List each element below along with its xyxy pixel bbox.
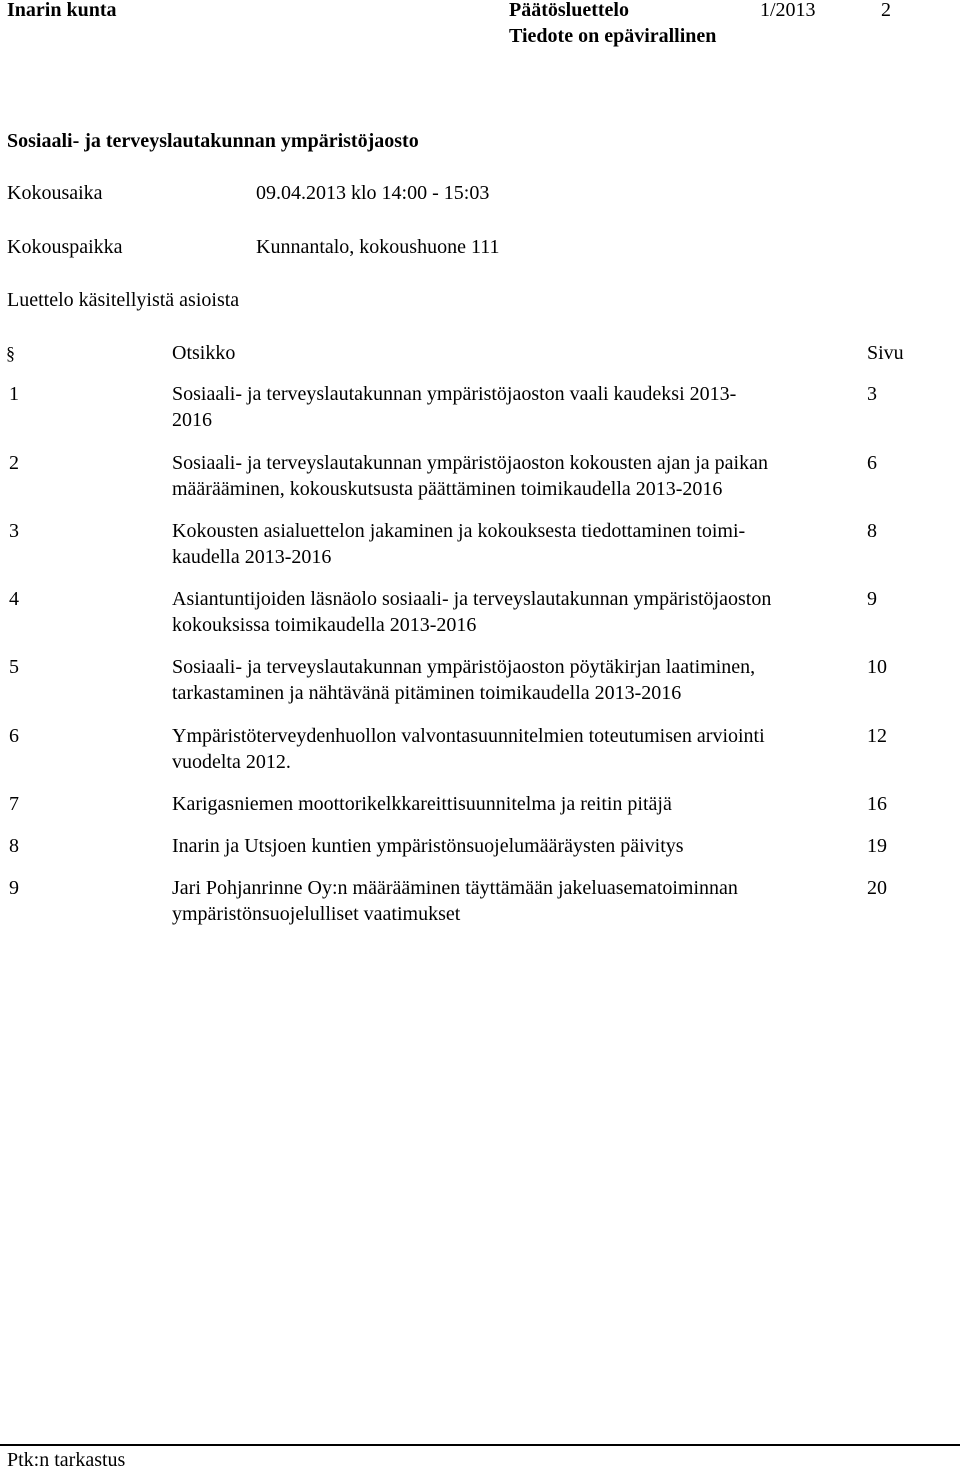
toc-item-number: 1 — [9, 383, 19, 405]
toc-item-page: 19 — [867, 835, 887, 857]
toc-column-title: Otsikko — [172, 342, 236, 364]
toc-item-title — [172, 875, 862, 927]
toc-item-number: 4 — [9, 588, 19, 610]
toc-column-page: Sivu — [867, 342, 904, 364]
unofficial-notice: Tiedote on epävirallinen — [509, 25, 717, 47]
document-number: 1/2013 — [760, 0, 816, 21]
toc-item-title-line: Ympäristöterveydenhuollon valvontasuunnitelmien toteutumisen arviointi — [172, 725, 765, 747]
toc-item-title-line: Asiantuntijoiden läsnäolo sosiaali- ja terveyslautakunnan ympäristöjaoston — [172, 588, 772, 610]
footer-divider — [0, 1444, 960, 1446]
toc-item-title — [172, 518, 862, 570]
toc-item-title-line: Kokousten asialuettelon jakaminen ja kokouksesta tiedottaminen toimi- — [172, 520, 746, 542]
document-type: Päätösluettelo — [509, 0, 629, 21]
footer-label: Ptk:n tarkastus — [7, 1449, 126, 1471]
toc-item-title — [172, 791, 862, 817]
toc-item-page: 16 — [867, 793, 887, 815]
list-title: Luettelo käsitellyistä asioista — [7, 289, 240, 311]
meeting-place-value: Kunnantalo, kokoushuone 111 — [256, 236, 500, 258]
toc-item-title — [172, 654, 862, 706]
toc-item-title — [172, 450, 862, 502]
toc-item-title — [172, 381, 862, 433]
toc-item-title-line: Sosiaali- ja terveyslautakunnan ympäristöjaoston vaali kaudeksi 2013- — [172, 383, 737, 405]
toc-item-page: 9 — [867, 588, 877, 610]
meeting-time-label: Kokousaika — [7, 182, 103, 204]
toc-item-number: 8 — [9, 835, 19, 857]
toc-item-title-line: Inarin ja Utsjoen kuntien ympäristönsuojelumääräysten päivitys — [172, 835, 684, 857]
toc-item-title-line: Karigasniemen moottorikelkkareittisuunnitelma ja reitin pitäjä — [172, 793, 672, 815]
toc-item-page: 10 — [867, 656, 887, 678]
toc-item-title-line: määrääminen, kokouskutsusta päättäminen toimikaudella 2013-2016 — [172, 478, 723, 500]
toc-item-page: 8 — [867, 520, 877, 542]
toc-item-title — [172, 833, 862, 859]
toc-item-title — [172, 723, 862, 775]
toc-item-title-line: tarkastaminen ja nähtävänä pitäminen toimikaudella 2013-2016 — [172, 682, 682, 704]
toc-item-title-line: Sosiaali- ja terveyslautakunnan ympäristöjaoston kokousten ajan ja paikan — [172, 452, 768, 474]
toc-item-title-line: ympäristönsuojelulliset vaatimukset — [172, 903, 461, 925]
toc-item-page: 3 — [867, 383, 877, 405]
committee-title: Sosiaali- ja terveyslautakunnan ympäristöjaosto — [7, 130, 419, 152]
toc-item-title — [172, 586, 862, 638]
toc-item-number: 2 — [9, 452, 19, 474]
toc-item-title-line: kokouksissa toimikaudella 2013-2016 — [172, 614, 477, 636]
section-sign-icon: § — [6, 343, 15, 363]
toc-item-title-line: kaudella 2013-2016 — [172, 546, 332, 568]
toc-item-page: 6 — [867, 452, 877, 474]
toc-item-number: 7 — [9, 793, 19, 815]
toc-item-title-line: 2016 — [172, 409, 212, 431]
toc-item-title-line: Jari Pohjanrinne Oy:n määrääminen täyttämään jakeluasematoiminnan — [172, 877, 738, 899]
toc-item-title-line: vuodelta 2012. — [172, 751, 291, 773]
toc-item-page: 20 — [867, 877, 887, 899]
meeting-time-value: 09.04.2013 klo 14:00 - 15:03 — [256, 182, 490, 204]
page-number: 2 — [881, 0, 891, 21]
meeting-place-label: Kokouspaikka — [7, 236, 123, 258]
municipality-name: Inarin kunta — [7, 0, 117, 21]
toc-item-number: 6 — [9, 725, 19, 747]
toc-item-number: 5 — [9, 656, 19, 678]
toc-item-title-line: Sosiaali- ja terveyslautakunnan ympäristöjaoston pöytäkirjan laatiminen, — [172, 656, 756, 678]
toc-item-page: 12 — [867, 725, 887, 747]
toc-item-number: 3 — [9, 520, 19, 542]
toc-item-number: 9 — [9, 877, 19, 899]
